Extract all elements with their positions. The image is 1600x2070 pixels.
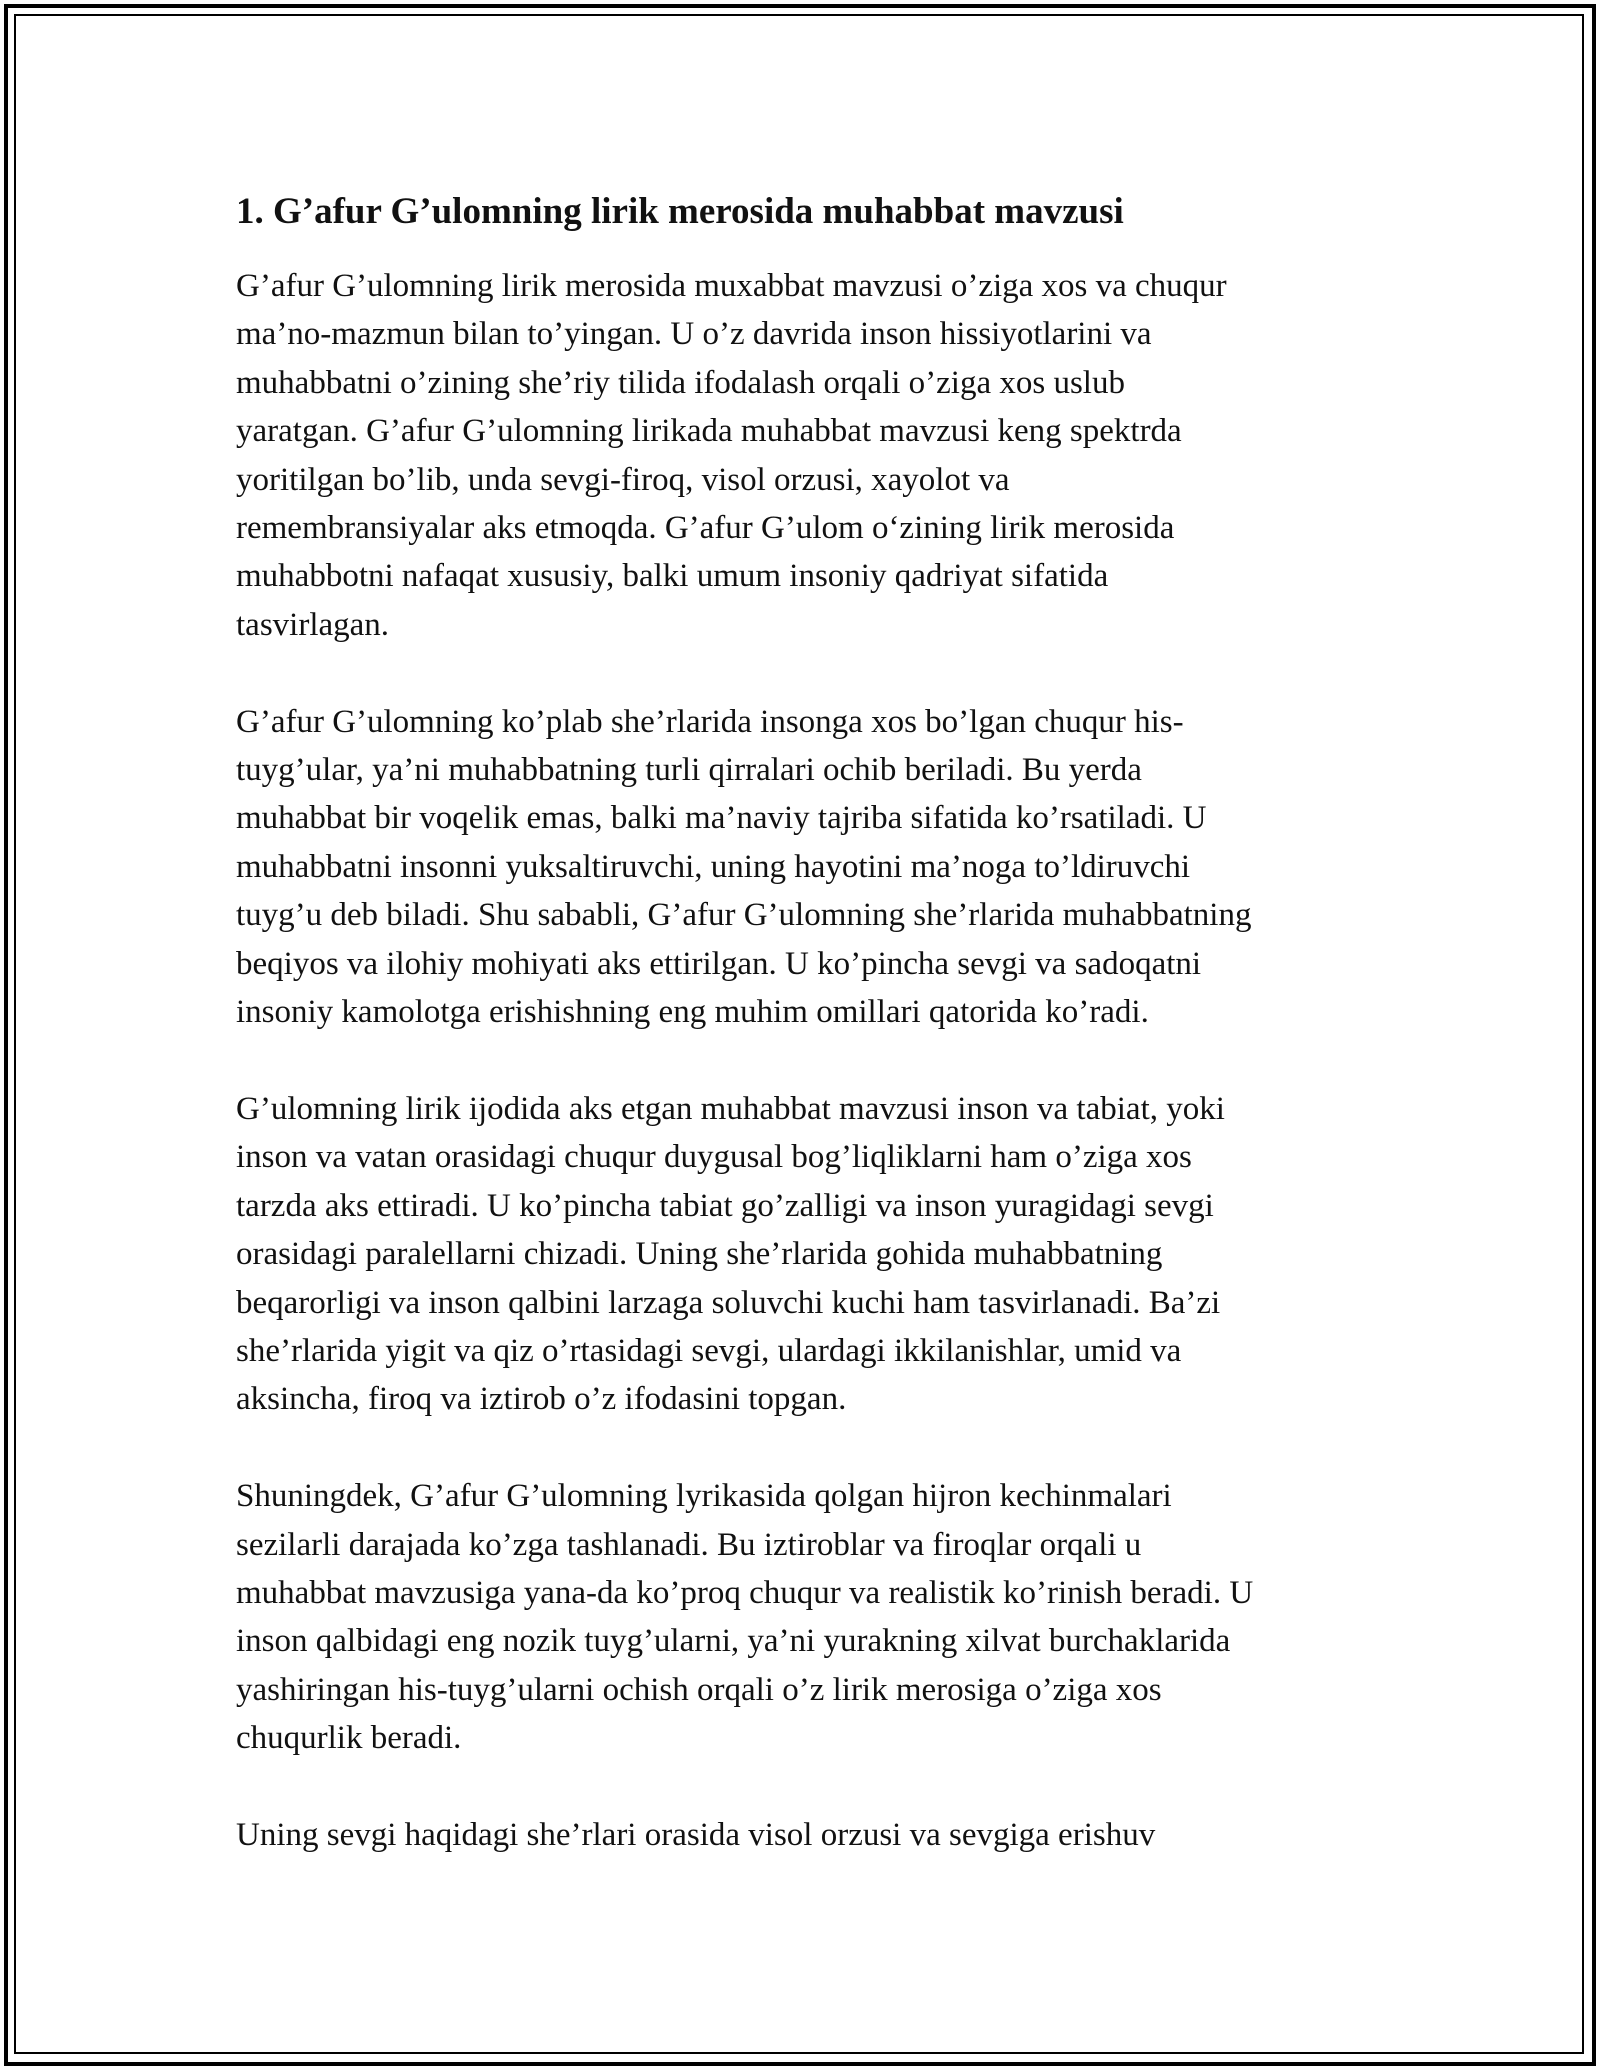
paragraph-line: G’ulomning lirik ijodida aks etgan muhabbat mavzusi inson va tabiat, yoki	[236, 1090, 1225, 1127]
paragraph-line: aksincha, firoq va iztirob o’z ifodasini topgan.	[236, 1381, 847, 1418]
paragraph-list	[236, 262, 1371, 1859]
paragraph-line: remembransiyalar aks etmoqda. G’afur G’ulom o‘zining lirik merosida	[236, 510, 1175, 547]
paragraph-line: inson qalbidagi eng nozik tuyg’ularni, ya’ni yurakning xilvat burchaklarida	[236, 1623, 1231, 1660]
paragraph	[236, 1085, 1371, 1424]
paragraph-line: beqiyos va ilohiy mohiyati aks ettirilgan. U ko’pincha sevgi va sadoqatni	[236, 945, 1202, 982]
paragraph-line: muhabbat mavzusiga yana-da ko’proq chuqur va realistik ko’rinish beradi. U	[236, 1574, 1254, 1611]
section-heading: 1. G’afur G’ulomning lirik merosida muhabbat mavzusi	[236, 191, 1124, 232]
paragraph-line: she’rlarida yigit va qiz o’rtasidagi sevgi, ulardagi ikkilanishlar, umid va	[236, 1332, 1182, 1369]
document-body	[236, 188, 1371, 1908]
paragraph-line: inson va vatan orasidagi chuqur duygusal bog’liqliklarni ham o’ziga xos	[236, 1139, 1192, 1176]
paragraph-line: tuyg’ular, ya’ni muhabbatning turli qirralari ochib beriladi. Bu yerda	[236, 752, 1142, 789]
paragraph-line: muhabbat bir voqelik emas, balki ma’naviy tajriba sifatida ko’rsatiladi. U	[236, 800, 1207, 837]
paragraph-line: insoniy kamolotga erishishning eng muhim omillari qatorida ko’radi.	[236, 994, 1149, 1031]
paragraph-line: Uning sevgi haqidagi she’rlari orasida visol orzusi va sevgiga erishuv	[236, 1816, 1156, 1853]
paragraph-line: yoritilgan bo’lib, unda sevgi-firoq, visol orzusi, xayolot va	[236, 461, 1010, 498]
paragraph	[236, 1472, 1371, 1762]
paragraph-line: tarzda aks ettiradi. U ko’pincha tabiat go’zalligi va inson yuragidagi sevgi	[236, 1187, 1214, 1224]
paragraph	[236, 1811, 1371, 1859]
paragraph	[236, 262, 1371, 649]
paragraph-line: yashiringan his-tuyg’ularni ochish orqali o’z lirik merosiga o’ziga xos	[236, 1671, 1162, 1708]
paragraph-line: muhabbatni o’zining she’riy tilida ifodalash orqali o’ziga xos uslub	[236, 364, 1125, 401]
paragraph-line: Shuningdek, G’afur G’ulomning lyrikasida qolgan hijron kechinmalari	[236, 1478, 1172, 1515]
paragraph-line: tuyg’u deb biladi. Shu sababli, G’afur G’ulomning she’rlarida muhabbatning	[236, 897, 1252, 934]
paragraph	[236, 698, 1371, 1037]
paragraph-line: sezilarli darajada ko’zga tashlanadi. Bu iztiroblar va firoqlar orqali u	[236, 1526, 1142, 1563]
paragraph-line: G’afur G’ulomning lirik merosida muxabbat mavzusi o’ziga xos va chuqur	[236, 268, 1227, 304]
paragraph-line: G’afur G’ulomning ko’plab she’rlarida insonga xos bo’lgan chuqur his-	[236, 703, 1184, 740]
paragraph-line: yaratgan. G’afur G’ulomning lirikada muhabbat mavzusi keng spektrda	[236, 413, 1182, 450]
paragraph-line: orasidagi paralellarni chizadi. Uning she’rlarida gohida muhabbatning	[236, 1236, 1163, 1273]
paragraph-line: chuqurlik beradi.	[236, 1720, 462, 1757]
paragraph-line: beqarorligi va inson qalbini larzaga soluvchi kuchi ham tasvirlanadi. Ba’zi	[236, 1284, 1221, 1321]
paragraph-line: muhabbotni nafaqat xususiy, balki umum insoniy qadriyat sifatida	[236, 558, 1109, 595]
paragraph-line: ma’no-mazmun bilan to’yingan. U o’z davrida inson hissiyotlarini va	[236, 316, 1152, 353]
paragraph-line: muhabbatni insonni yuksaltiruvchi, uning hayotini ma’noga to’ldiruvchi	[236, 848, 1191, 885]
paragraph-line: tasvirlagan.	[236, 606, 390, 643]
